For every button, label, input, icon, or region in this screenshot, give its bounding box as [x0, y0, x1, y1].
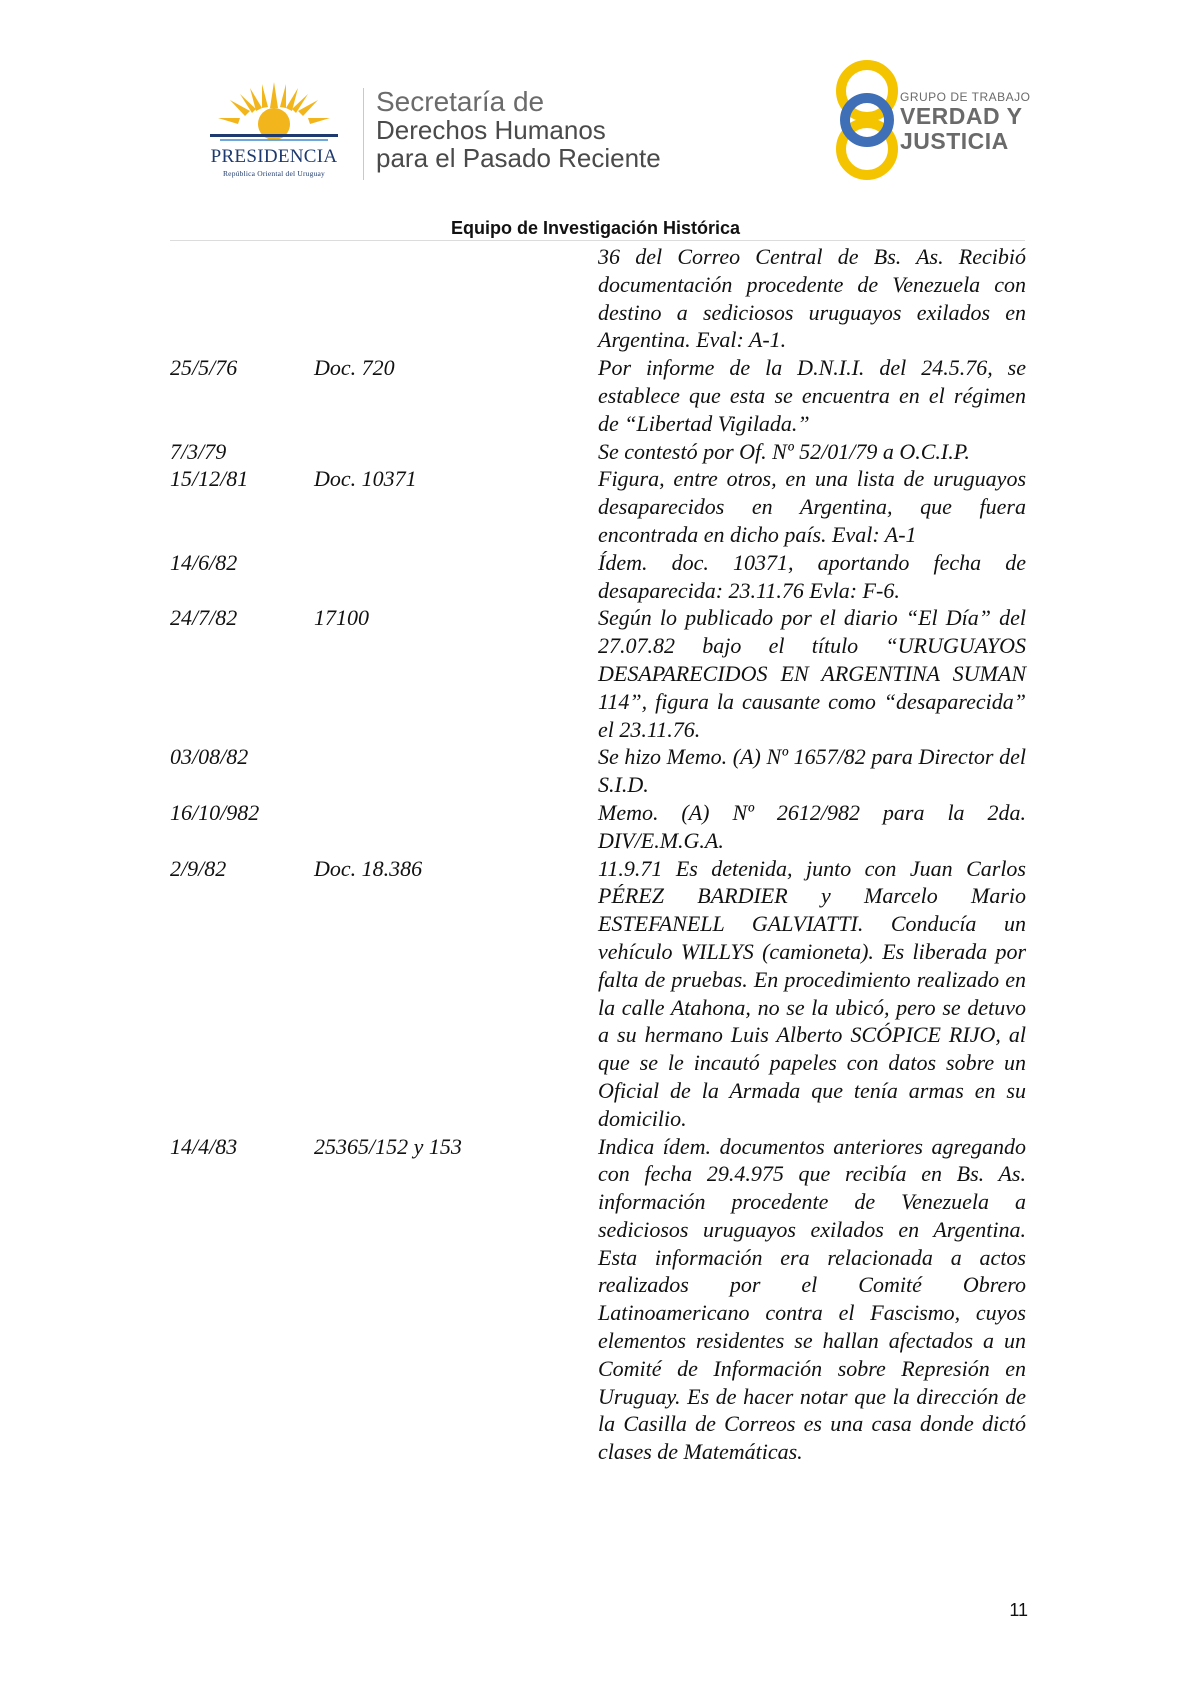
record-doc: Doc. 10371: [314, 466, 417, 492]
record-doc: [314, 438, 598, 466]
secretaria-line-2: Derechos Humanos: [376, 115, 606, 145]
record-doc: 25365/152 y 153: [314, 1133, 462, 1159]
gtvj-line-2: VERDAD Y: [900, 103, 1023, 129]
record-date: [170, 243, 314, 354]
record-description: Indica ídem. documentos anteriores agregando con fecha 29.4.975 que recibía en Bs. As. información procedente de Venezuela a sediciosos uruguayos exilados en Argentina. Esta información era relacionada a actos realizados por el Comité Obrero Latinoamericano contra el Fascismo, cuyos elementos residentes se hallan afectados a un Comité de Información sobre Represión en Uruguay. Es de hacer notar que la dirección de la Casilla de Correos es una casa donde dictó clases de Matemáticas.: [598, 1133, 1026, 1465]
presidencia-name: PRESIDENCIA: [210, 146, 338, 167]
record-row: [170, 243, 1026, 354]
record-description: Se hizo Memo. (A) Nº 1657/82 para Director del S.I.D.: [598, 744, 1026, 798]
record-date: 15/12/81: [170, 466, 249, 492]
record-doc: [314, 243, 598, 354]
record-row: [170, 438, 1026, 466]
record-description: Según lo publicado por el diario “El Día” del 27.07.82 bajo el título “URUGUAYOS DESAPARECIDOS EN ARGENTINA SUMAN 114”, figura la causante como “desaparecida” el 23.11.76.: [598, 605, 1026, 742]
record-date: 2/9/82: [170, 855, 227, 881]
verdad-justicia-logo-text: [900, 90, 1030, 154]
secretaria-line-3: para el Pasado Reciente: [376, 143, 661, 173]
record-row: [170, 465, 1026, 548]
gtvj-line-1: GRUPO DE TRABAJO: [900, 90, 1031, 104]
record-doc: Doc. 720: [314, 355, 395, 381]
secretaria-title: [376, 88, 661, 172]
record-row: [170, 855, 1026, 1133]
record-row: [170, 354, 1026, 437]
record-date: 14/6/82: [170, 549, 238, 575]
record-row: [170, 604, 1026, 743]
record-description: Por informe de la D.N.I.I. del 24.5.76, se establece que esta se encuentra en el régimen de “Libertad Vigilada.”: [598, 355, 1026, 436]
presidencia-subtitle: República Oriental del Uruguay: [222, 169, 325, 178]
record-doc: [314, 743, 598, 799]
team-title: Equipo de Investigación Histórica: [450, 218, 741, 238]
record-description: Ídem. doc. 10371, aportando fecha de desaparecida: 23.11.76 Evla: F-6.: [598, 549, 1026, 603]
record-date: 16/10/982: [170, 799, 260, 825]
record-description: Figura, entre otros, en una lista de uruguayos desaparecidos en Argentina, que fuera encontrada en dicho país. Eval: A-1: [598, 466, 1026, 547]
record-description: 36 del Correo Central de Bs. As. Recibió documentación procedente de Venezuela con destino a sediciosos uruguayos exilados en Argentina. Eval: A-1.: [598, 244, 1026, 353]
record-description: Se contestó por Of. Nº 52/01/79 a O.C.I.P.: [598, 438, 970, 464]
record-date: 14/4/83: [170, 1133, 238, 1159]
record-description: Memo. (A) Nº 2612/982 para la 2da. DIV/E.M.G.A.: [598, 799, 1026, 853]
header-rule: [170, 240, 1025, 241]
record-date: 25/5/76: [170, 355, 238, 381]
record-doc: [314, 549, 598, 605]
record-description: 11.9.71 Es detenida, junto con Juan Carlos PÉREZ BARDIER y Marcelo Mario ESTEFANELL GALVIATTI. Conducía un vehículo WILLYS (camioneta). Es liberada por falta de pruebas. En procedimiento realizado en la calle Atahona, no se la ubicó, pero se detuvo a su hermano Luis Alberto SCÓPICE RIJO, al que se le incautó papeles con datos sobre un Oficial de la Armada que tenía armas en su domicilio.: [598, 855, 1026, 1131]
record-row: [170, 743, 1026, 799]
record-date: 24/7/82: [170, 605, 238, 631]
record-doc: Doc. 18.386: [314, 855, 423, 881]
gtvj-line-3: JUSTICIA: [900, 128, 1009, 154]
record-row: [170, 1133, 1026, 1467]
record-doc: [314, 799, 598, 855]
page-header: [0, 0, 1191, 238]
page-number: 11: [1009, 1600, 1028, 1620]
sun-emblem-icon: [190, 78, 358, 150]
record-doc: 17100: [314, 605, 369, 631]
record-date: 03/08/82: [170, 744, 249, 770]
record-row: [170, 549, 1026, 605]
header-divider: [363, 88, 364, 180]
records-table: [170, 243, 1026, 1466]
record-row: [170, 799, 1026, 855]
record-date: 7/3/79: [170, 438, 227, 464]
secretaria-line-1: Secretaría de: [376, 86, 545, 117]
presidencia-logo: [190, 78, 358, 176]
verdad-justicia-rings-icon: [822, 58, 912, 182]
